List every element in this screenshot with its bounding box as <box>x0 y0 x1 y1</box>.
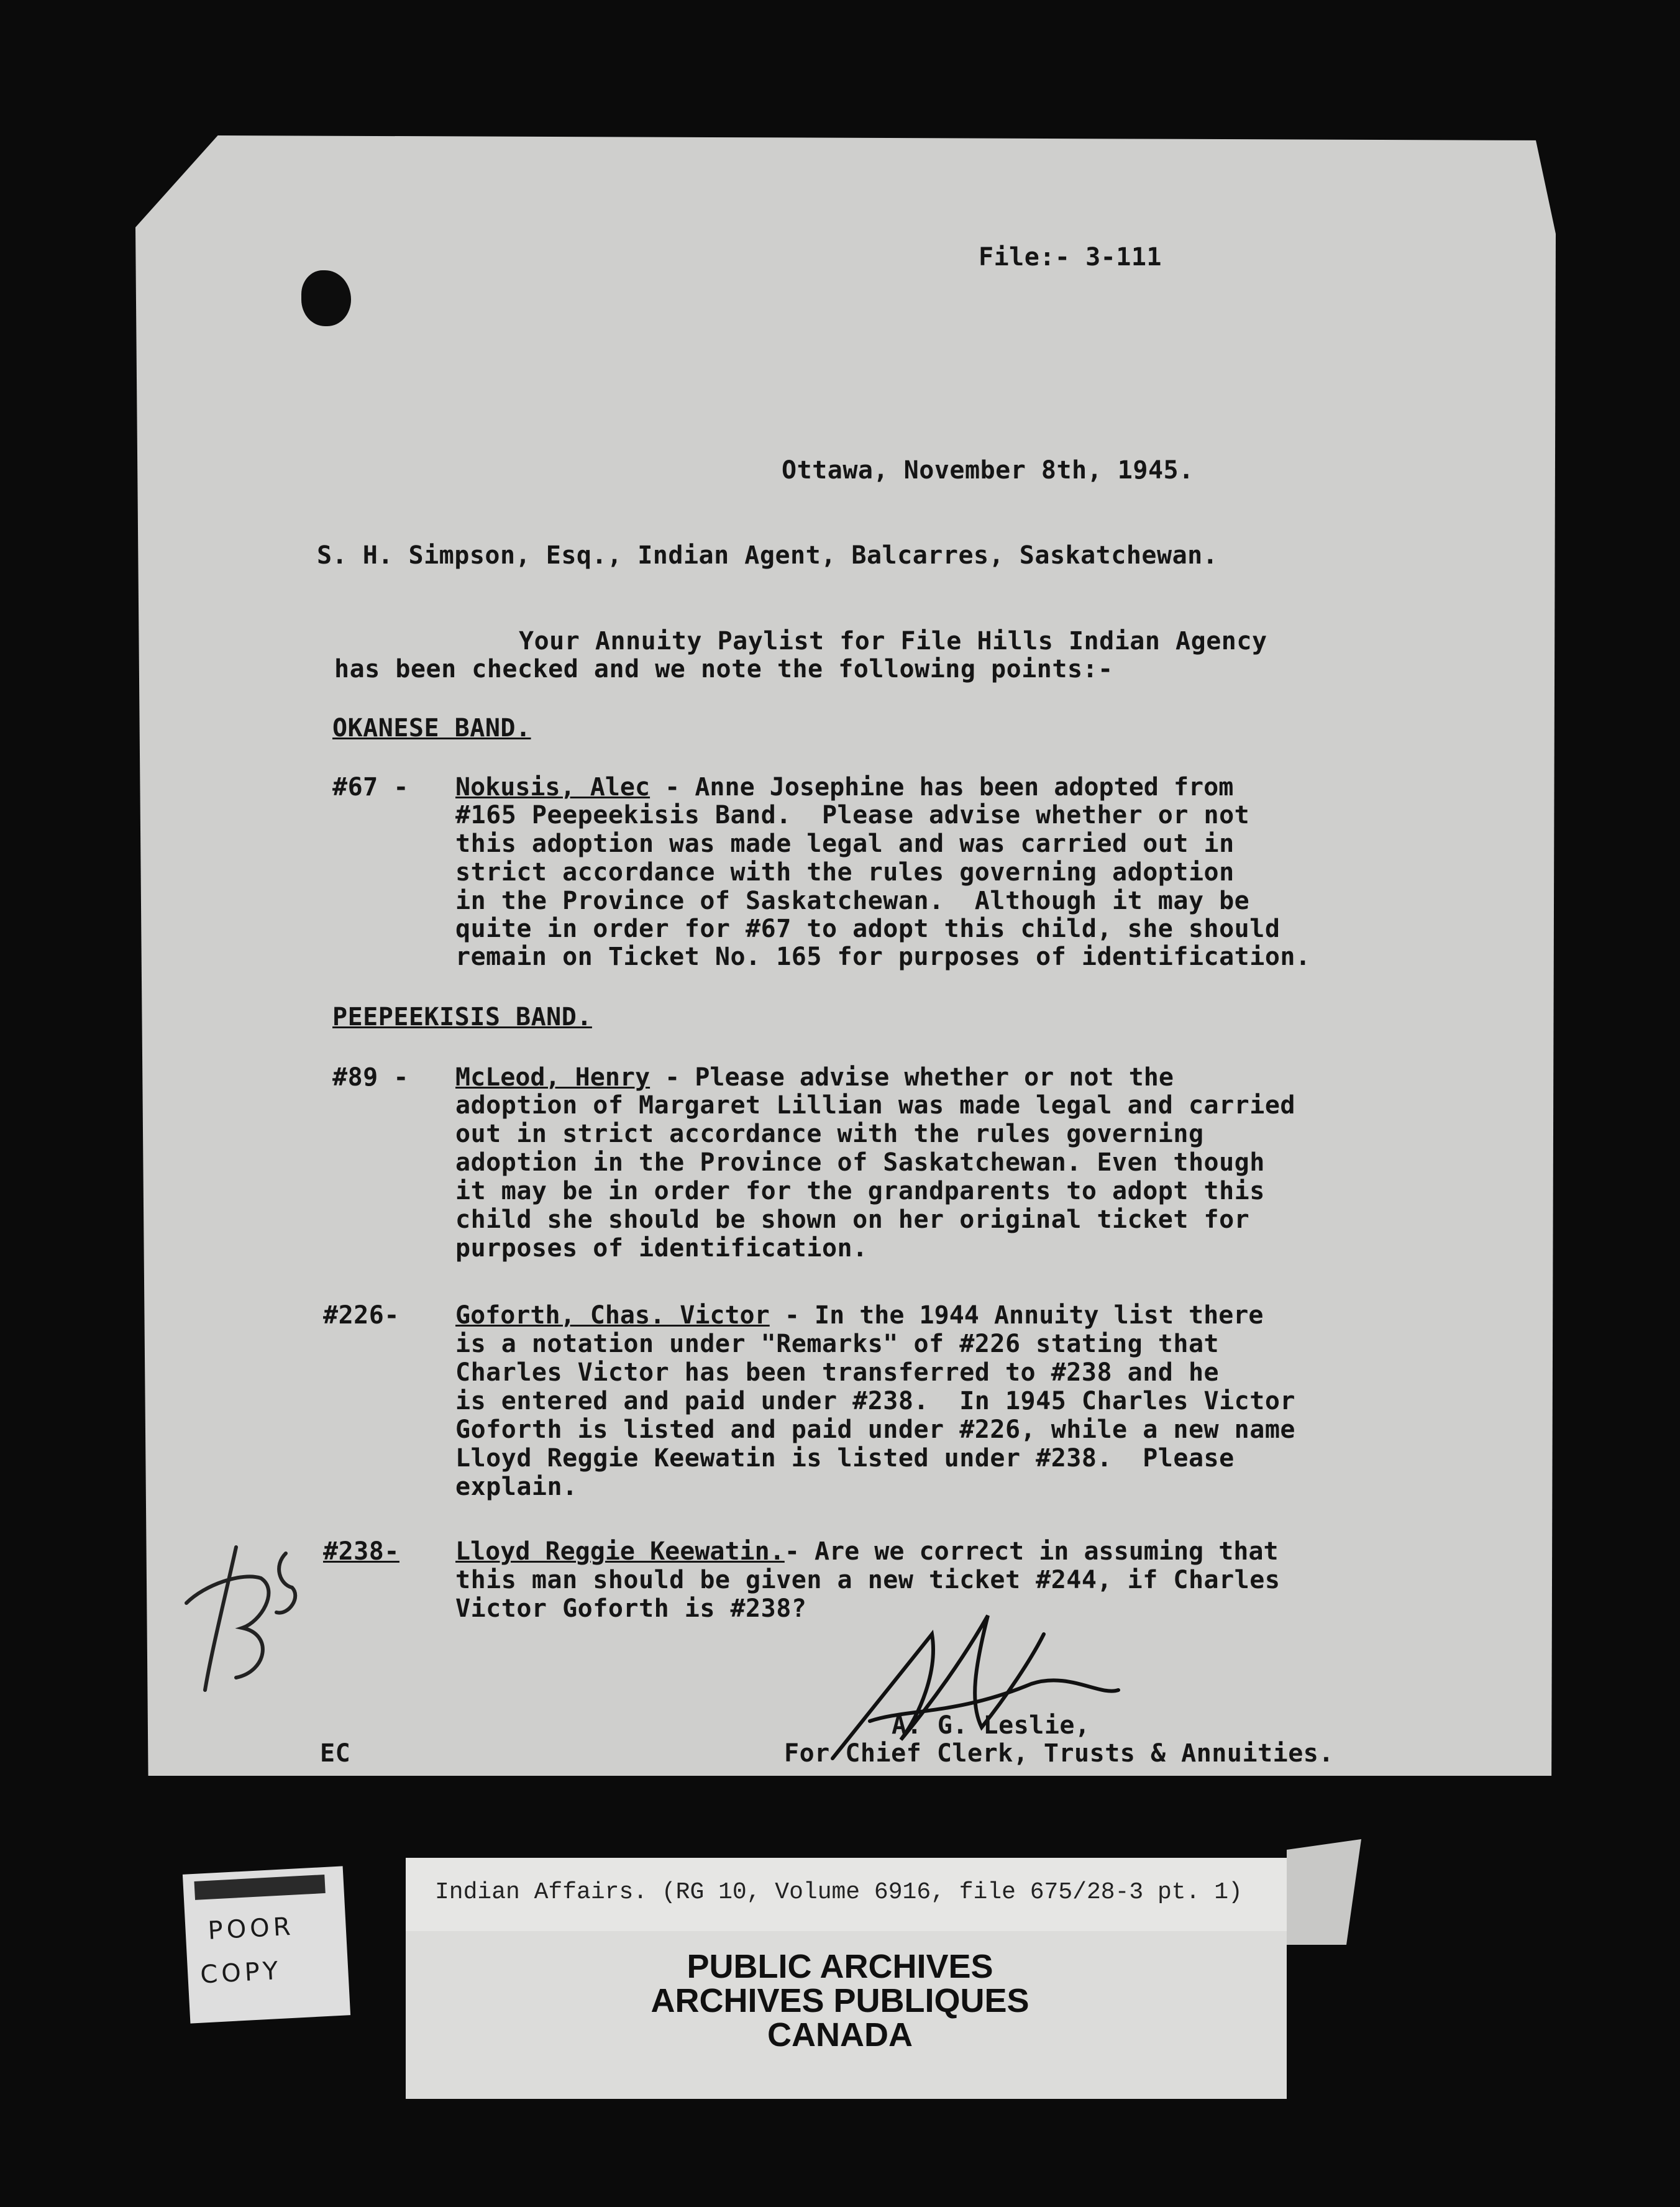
entry-238-first-line <box>455 1538 1279 1566</box>
entry-226-first-line <box>455 1302 1263 1330</box>
poor-copy-note <box>183 1866 350 2023</box>
entry-238-line-2: this man should be given a new ticket #244, if Charles <box>455 1566 1281 1594</box>
entry-67-line-6: quite in order for #67 to adopt this child, she should <box>455 915 1281 943</box>
addressee: S. H. Simpson, Esq., Indian Agent, Balcarres, Saskatchewan. <box>317 541 1218 570</box>
entry-67-line-7: remain on Ticket No. 165 for purposes of identification. <box>455 943 1311 971</box>
entry-89-line-5: it may be in order for the grandparents to adopt this <box>455 1177 1265 1205</box>
folded-label-corner <box>1287 1839 1361 1945</box>
letter-date: Ottawa, November 8th, 1945. <box>782 456 1194 485</box>
archive-reference-text: Indian Affairs. (RG 10, Volume 6916, file 675/28-3 pt. 1) <box>435 1879 1243 1906</box>
entry-226-number: #226- <box>323 1301 399 1330</box>
entry-226-line-6: Lloyd Reggie Keewatin is listed under #238. Please <box>455 1444 1235 1473</box>
entry-238-name: Lloyd Reggie Keewatin. <box>455 1537 785 1566</box>
intro-line-1: Your Annuity Paylist for File Hills Indian Agency <box>519 627 1267 656</box>
entry-226-name: Goforth, Chas. Victor <box>455 1301 770 1330</box>
signer-name: A. G. Leslie, <box>892 1711 1090 1740</box>
stamp-line-1: PUBLIC ARCHIVES <box>687 1948 993 1985</box>
stamp-line-3: CANADA <box>767 2016 913 2054</box>
entry-67-line-1: - Anne Josephine has been adopted from <box>650 773 1234 802</box>
entry-226-line-4: is entered and paid under #238. In 1945 Charles Victor <box>455 1387 1296 1415</box>
entry-238-line-3: Victor Goforth is #238? <box>455 1594 807 1623</box>
entry-67-line-2: #165 Peepeekisis Band. Please advise whether or not <box>455 801 1250 829</box>
typist-initials: EC <box>320 1739 351 1768</box>
entry-67-line-3: this adoption was made legal and was carried out in <box>455 829 1235 858</box>
entry-226-line-3: Charles Victor has been transferred to #238 and he <box>455 1358 1220 1387</box>
poor-copy-line-1: POOR <box>207 1912 295 1945</box>
ink-blot <box>301 270 351 326</box>
entry-67-line-4: strict accordance with the rules governing adoption <box>455 858 1235 887</box>
entry-67-number: #67 - <box>332 773 409 802</box>
stamp-line-2: ARCHIVES PUBLIQUES <box>651 1982 1029 2019</box>
entry-89-line-6: child she should be shown on her original ticket for <box>455 1205 1250 1234</box>
entry-89-line-7: purposes of identification. <box>455 1234 868 1263</box>
entry-89-line-3: out in strict accordance with the rules governing <box>455 1120 1204 1148</box>
entry-238-line-1: - Are we correct in assuming that <box>784 1537 1279 1566</box>
entry-89-first-line <box>455 1064 1174 1092</box>
entry-89-line-2: adoption of Margaret Lillian was made legal and carried <box>455 1091 1296 1120</box>
entry-226-line-2: is a notation under "Remarks" of #226 stating that <box>455 1330 1220 1358</box>
band-heading-okanese: OKANESE BAND. <box>332 714 531 743</box>
entry-226-line-7: explain. <box>455 1473 578 1501</box>
entry-89-name: McLeod, Henry <box>455 1063 651 1092</box>
entry-67-name: Nokusis, Alec <box>455 773 651 802</box>
signer-title: For Chief Clerk, Trusts & Annuities. <box>784 1739 1334 1768</box>
intro-line-2: has been checked and we note the following points:- <box>334 655 1113 683</box>
redaction-bar <box>194 1875 325 1900</box>
entry-226-line-1: - In the 1944 Annuity list there <box>769 1301 1264 1330</box>
entry-89-number: #89 - <box>332 1063 409 1092</box>
entry-226-line-5: Goforth is listed and paid under #226, while a new name <box>455 1415 1296 1444</box>
entry-238-number: #238- <box>323 1537 399 1566</box>
band-heading-peepeekisis: PEEPEEKISIS BAND. <box>332 1003 592 1031</box>
entry-89-line-1: - Please advise whether or not the <box>650 1063 1174 1092</box>
entry-89-line-4: adoption in the Province of Saskatchewan. Even though <box>455 1148 1265 1177</box>
entry-67-line-5: in the Province of Saskatchewan. Although it may be <box>455 887 1250 915</box>
entry-67-first-line <box>455 774 1233 802</box>
handwritten-initials-mark <box>168 1528 311 1709</box>
poor-copy-line-2: COPY <box>199 1956 283 1990</box>
file-reference: File:- 3-111 <box>979 243 1162 272</box>
